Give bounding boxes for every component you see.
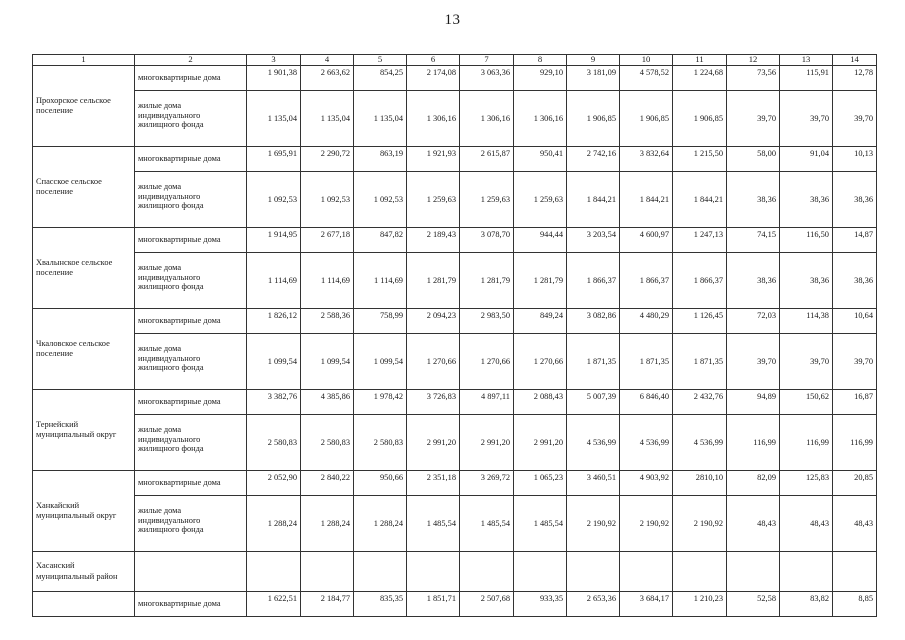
value-cell: 944,44 [514,228,567,253]
value-cell: 14,87 [833,228,877,253]
region-name-cell: Тернейский муниципальный округ [33,390,135,471]
housing-type-cell: жилые дома индивидуального жилищного фонда [135,496,247,552]
value-cell: 1 866,37 [567,253,620,309]
value-cell: 1 065,23 [514,471,567,496]
value-cell: 1 247,13 [673,228,727,253]
value-cell: 3 181,09 [567,66,620,91]
value-cell: 4 536,99 [620,415,673,471]
value-cell: 1 099,54 [354,334,407,390]
region-name-cell: Хасанский муниципальный район [33,552,135,592]
value-cell: 116,99 [833,415,877,471]
value-cell: 4 578,52 [620,66,673,91]
column-header: 4 [301,55,354,66]
housing-type-cell: многоквартирные дома [135,66,247,91]
value-cell: 1 844,21 [673,172,727,228]
value-cell: 1 210,23 [673,592,727,617]
value-cell: 1 901,38 [247,66,301,91]
value-cell: 2 088,43 [514,390,567,415]
apartment-row [33,390,877,415]
value-cell: 2 189,43 [407,228,460,253]
value-cell: 74,15 [727,228,780,253]
value-cell: 1 135,04 [354,91,407,147]
value-cell: 125,83 [780,471,833,496]
value-cell: 1 826,12 [247,309,301,334]
value-cell: 39,70 [833,91,877,147]
value-cell: 1 114,69 [301,253,354,309]
value-cell: 1 844,21 [620,172,673,228]
value-cell: 73,56 [727,66,780,91]
value-cell: 2 663,62 [301,66,354,91]
value-cell: 2 432,76 [673,390,727,415]
value-cell: 1 114,69 [247,253,301,309]
value-cell: 82,09 [727,471,780,496]
value-cell: 39,70 [727,334,780,390]
value-cell: 48,43 [833,496,877,552]
value-cell: 933,35 [514,592,567,617]
region-name-cell: Хвалынское сельское поселение [33,228,135,309]
region-name-cell: Ханкайский муниципальный округ [33,471,135,552]
apartment-row [33,147,877,172]
apartment-row [33,471,877,496]
empty-value-cell [673,552,727,592]
value-cell: 52,58 [727,592,780,617]
value-cell: 1 092,53 [247,172,301,228]
value-cell: 2 351,18 [407,471,460,496]
value-cell: 6 846,40 [620,390,673,415]
value-cell: 1 270,66 [460,334,514,390]
value-cell: 3 078,70 [460,228,514,253]
value-cell: 4 480,29 [620,309,673,334]
value-cell: 3 063,36 [460,66,514,91]
value-cell: 115,91 [780,66,833,91]
column-header: 13 [780,55,833,66]
individual-house-row [33,496,877,552]
value-cell: 1 215,50 [673,147,727,172]
value-cell: 116,99 [780,415,833,471]
value-cell: 1 844,21 [567,172,620,228]
value-cell: 38,36 [780,253,833,309]
value-cell: 38,36 [727,172,780,228]
value-cell: 1 485,54 [407,496,460,552]
individual-house-row [33,415,877,471]
column-header: 14 [833,55,877,66]
housing-type-cell: жилые дома индивидуального жилищного фонда [135,172,247,228]
column-header: 8 [514,55,567,66]
value-cell: 38,36 [833,253,877,309]
value-cell: 94,89 [727,390,780,415]
value-cell: 72,03 [727,309,780,334]
value-cell: 835,35 [354,592,407,617]
value-cell: 1 306,16 [407,91,460,147]
value-cell: 1 092,53 [354,172,407,228]
value-cell: 1 288,24 [301,496,354,552]
value-cell: 847,82 [354,228,407,253]
value-cell: 2 094,23 [407,309,460,334]
value-cell: 150,62 [780,390,833,415]
value-cell: 1 978,42 [354,390,407,415]
apartment-row [33,228,877,253]
value-cell: 2 190,92 [620,496,673,552]
value-cell: 114,38 [780,309,833,334]
value-cell: 4 897,11 [460,390,514,415]
value-cell: 2 190,92 [673,496,727,552]
value-cell: 2 615,87 [460,147,514,172]
value-cell: 39,70 [727,91,780,147]
value-cell: 12,78 [833,66,877,91]
value-cell: 39,70 [833,334,877,390]
value-cell: 1 281,79 [514,253,567,309]
housing-type-cell: жилые дома индивидуального жилищного фонда [135,253,247,309]
value-cell: 2 588,36 [301,309,354,334]
value-cell: 116,99 [727,415,780,471]
value-cell: 1 906,85 [620,91,673,147]
value-cell: 1 866,37 [620,253,673,309]
empty-value-cell [780,552,833,592]
value-cell: 2 677,18 [301,228,354,253]
value-cell: 2 983,50 [460,309,514,334]
value-cell: 1 866,37 [673,253,727,309]
value-cell: 2 742,16 [567,147,620,172]
column-header: 6 [407,55,460,66]
value-cell: 1 921,93 [407,147,460,172]
value-cell: 5 007,39 [567,390,620,415]
column-header: 10 [620,55,673,66]
value-cell: 48,43 [780,496,833,552]
individual-house-row [33,253,877,309]
value-cell: 2 580,83 [301,415,354,471]
value-cell: 1 099,54 [301,334,354,390]
housing-type-cell: многоквартирные дома [135,309,247,334]
housing-type-cell: жилые дома индивидуального жилищного фонда [135,334,247,390]
value-cell: 38,36 [780,172,833,228]
apartment-row [33,309,877,334]
value-cell: 1 871,35 [567,334,620,390]
value-cell: 1 306,16 [460,91,514,147]
value-cell: 950,66 [354,471,407,496]
value-cell: 4 600,97 [620,228,673,253]
value-cell: 929,10 [514,66,567,91]
value-cell: 4 536,99 [673,415,727,471]
housing-type-cell: многоквартирные дома [135,592,247,617]
value-cell: 1 622,51 [247,592,301,617]
empty-value-cell [301,552,354,592]
housing-type-cell: многоквартирные дома [135,471,247,496]
value-cell: 1 259,63 [407,172,460,228]
region-name-cell [33,592,135,617]
column-header: 11 [673,55,727,66]
value-cell: 16,87 [833,390,877,415]
value-cell: 2 174,08 [407,66,460,91]
value-cell: 3 460,51 [567,471,620,496]
value-cell: 1 259,63 [514,172,567,228]
value-cell: 3 203,54 [567,228,620,253]
housing-type-cell: многоквартирные дома [135,390,247,415]
value-cell: 2 290,72 [301,147,354,172]
value-cell: 2 580,83 [247,415,301,471]
value-cell: 116,50 [780,228,833,253]
value-cell: 1 695,91 [247,147,301,172]
empty-value-cell [247,552,301,592]
value-cell: 2 190,92 [567,496,620,552]
value-cell: 91,04 [780,147,833,172]
value-cell: 1 092,53 [301,172,354,228]
value-cell: 10,13 [833,147,877,172]
value-cell: 4 385,86 [301,390,354,415]
column-number-header-row [33,55,877,66]
value-cell: 39,70 [780,91,833,147]
region-name-cell: Спасское сельское поселение [33,147,135,228]
value-cell: 3 082,86 [567,309,620,334]
value-cell: 1 099,54 [247,334,301,390]
column-header: 5 [354,55,407,66]
empty-value-cell [407,552,460,592]
value-cell: 1 485,54 [514,496,567,552]
value-cell: 1 485,54 [460,496,514,552]
housing-type-cell: жилые дома индивидуального жилищного фонда [135,91,247,147]
value-cell: 2 653,36 [567,592,620,617]
page-number: 13 [444,12,461,28]
housing-type-cell [135,552,247,592]
tariff-table [32,54,877,617]
value-cell: 83,82 [780,592,833,617]
value-cell: 38,36 [833,172,877,228]
value-cell: 8,85 [833,592,877,617]
value-cell: 1 281,79 [407,253,460,309]
value-cell: 1 126,45 [673,309,727,334]
value-cell: 2 507,68 [460,592,514,617]
column-header: 7 [460,55,514,66]
value-cell: 2 184,77 [301,592,354,617]
value-cell: 3 726,83 [407,390,460,415]
empty-value-cell [514,552,567,592]
value-cell: 849,24 [514,309,567,334]
value-cell: 1 135,04 [301,91,354,147]
value-cell: 3 269,72 [460,471,514,496]
value-cell: 1 851,71 [407,592,460,617]
housing-type-cell: многоквартирные дома [135,147,247,172]
value-cell: 1 914,95 [247,228,301,253]
value-cell: 1 259,63 [460,172,514,228]
housing-type-cell: жилые дома индивидуального жилищного фонда [135,415,247,471]
region-name-cell: Прохорское сельское поселение [33,66,135,147]
empty-value-cell [620,552,673,592]
region-name-cell: Чкаловское сельское поселение [33,309,135,390]
value-cell: 39,70 [780,334,833,390]
value-cell: 58,00 [727,147,780,172]
value-cell: 1 270,66 [407,334,460,390]
value-cell: 48,43 [727,496,780,552]
apartment-row [33,66,877,91]
empty-value-cell [354,552,407,592]
value-cell: 1 114,69 [354,253,407,309]
value-cell: 4 903,92 [620,471,673,496]
value-cell: 3 684,17 [620,592,673,617]
value-cell: 758,99 [354,309,407,334]
apartment-row [33,592,877,617]
value-cell: 1 288,24 [354,496,407,552]
value-cell: 2 840,22 [301,471,354,496]
value-cell: 2 991,20 [514,415,567,471]
value-cell: 854,25 [354,66,407,91]
value-cell: 3 832,64 [620,147,673,172]
housing-type-cell: многоквартирные дома [135,228,247,253]
value-cell: 2 991,20 [407,415,460,471]
value-cell: 4 536,99 [567,415,620,471]
region-header-row [33,552,877,592]
value-cell: 1 135,04 [247,91,301,147]
column-header: 9 [567,55,620,66]
value-cell: 2810,10 [673,471,727,496]
column-header: 1 [33,55,135,66]
value-cell: 1 288,24 [247,496,301,552]
value-cell: 863,19 [354,147,407,172]
value-cell: 38,36 [727,253,780,309]
column-header: 2 [135,55,247,66]
individual-house-row [33,172,877,228]
value-cell: 2 580,83 [354,415,407,471]
value-cell: 950,41 [514,147,567,172]
value-cell: 2 052,90 [247,471,301,496]
empty-value-cell [567,552,620,592]
value-cell: 1 281,79 [460,253,514,309]
value-cell: 10,64 [833,309,877,334]
individual-house-row [33,334,877,390]
value-cell: 2 991,20 [460,415,514,471]
value-cell: 1 871,35 [673,334,727,390]
value-cell: 1 224,68 [673,66,727,91]
value-cell: 20,85 [833,471,877,496]
value-cell: 1 906,85 [673,91,727,147]
column-header: 12 [727,55,780,66]
value-cell: 1 306,16 [514,91,567,147]
empty-value-cell [460,552,514,592]
value-cell: 1 270,66 [514,334,567,390]
empty-value-cell [727,552,780,592]
value-cell: 1 871,35 [620,334,673,390]
empty-value-cell [833,552,877,592]
column-header: 3 [247,55,301,66]
value-cell: 1 906,85 [567,91,620,147]
individual-house-row [33,91,877,147]
value-cell: 3 382,76 [247,390,301,415]
